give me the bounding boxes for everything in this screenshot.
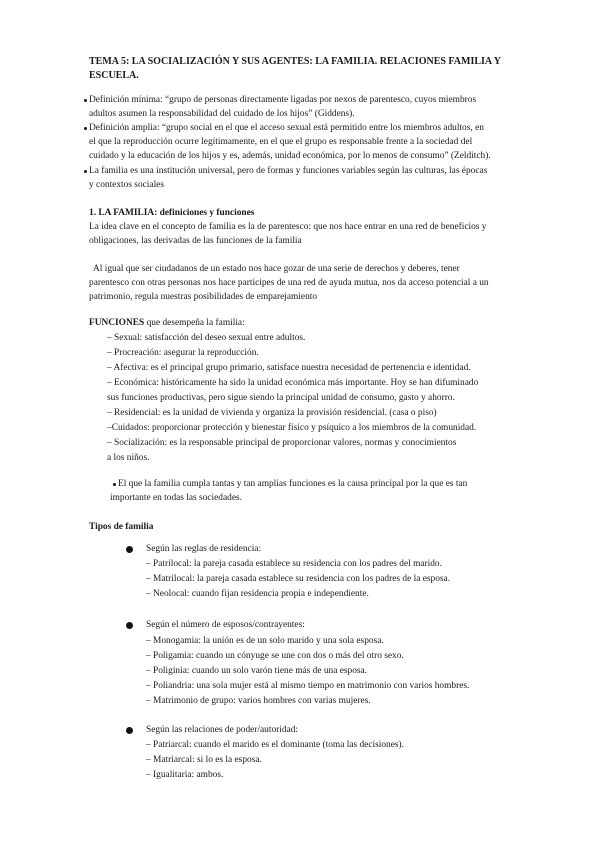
section-para1-line-2: obligaciones, las derivadas de las funciones de la familia [89, 236, 302, 246]
funciones-note-line-1: El que la familia cumpla tantas y tan amplias funciones es la causa principal por la que es tan [118, 479, 468, 489]
bullet-circle-icon [126, 546, 133, 553]
tipos-group-label: Según las relaciones de poder/autoridad: [146, 725, 299, 735]
funciones-note-line-2: importante en todas las sociedades. [110, 493, 242, 503]
tipos-item: – Igualitaria: ambos. [146, 770, 224, 780]
funcion-item: sus funciones productivas, pero sigue siendo la principal unidad de consumo, gasto y ahorro. [107, 393, 455, 403]
bullet-circle-icon [126, 622, 133, 629]
tipos-group-label: Según el número de esposos/contrayentes: [146, 620, 305, 630]
intro-definition-minimal-line-1: Definición mínima: “grupo de personas directamente ligadas por nexos de parentesco, cuyos miembros [89, 95, 477, 105]
funciones-heading-bold: FUNCIONES [89, 318, 145, 328]
funcion-item: – Afectiva: es el principal grupo primario, satisface nuestra necesidad de pertenencia e identidad. [107, 363, 471, 373]
section-para1-line-1: La idea clave en el concepto de familia es la de parentesco: que nos hace entrar en una red de beneficios y [89, 222, 487, 232]
tipos-item: – Matrimonio de grupo: varios hombres con varias mujeres. [146, 696, 371, 706]
funcion-item: –Cuidados: proporcionar protección y bienestar físico y psíquico a los miembros de la comunidad. [107, 423, 477, 433]
tipos-item: – Neolocal: cuando fijan residencia propia e independiente. [146, 589, 369, 599]
tipos-item: – Poliandria: una sola mujer está al mismo tiempo en matrimonio con varios hombres. [146, 681, 470, 691]
section-para2-line-3: patrimonio, regula nuestras posibilidades de emparejamiento [89, 292, 318, 302]
bullet-dot-icon [84, 170, 87, 173]
page-title-line-1: TEMA 5: LA SOCIALIZACIÓN Y SUS AGENTES: LA FAMILIA. RELACIONES FAMILIA Y [89, 56, 501, 67]
funcion-item: – Sexual: satisfacción del deseo sexual entre adultos. [107, 333, 306, 343]
funciones-heading [89, 316, 245, 331]
tipos-item: – Poliginia: cuando un solo varón tiene más de una esposa. [146, 666, 368, 676]
intro-universal-line-1: La familia es una institución universal, pero de formas y funciones variables según las culturas, las épocas [89, 166, 488, 176]
funcion-item: – Procreación: asegurar la reproducción. [107, 348, 259, 358]
bullet-dot-icon [84, 99, 87, 102]
tipos-item: – Patrilocal: la pareja casada establece su residencia con los padres del marido. [146, 559, 442, 569]
section-para2-line-2: parentesco con otras personas nos hace partícipes de una red de ayuda mutua, nos da acceso potencial a un [89, 278, 489, 288]
funcion-item: a los niños. [107, 453, 150, 463]
tipos-item: – Monogamia: la unión es de un solo marido y una sola esposa. [146, 636, 384, 646]
section-para2-line-1: Al igual que ser ciudadanos de un estado nos hace gozar de una serie de derechos y deberes, tener [93, 264, 460, 274]
funcion-item: – Socialización: es la responsable principal de proporcionar valores, normas y conocimientos [107, 438, 457, 448]
intro-definition-minimal-line-2: adultos asumen la responsabilidad del cuidado de los hijos” (Giddens). [89, 109, 355, 119]
tipos-item: – Matrilocal: la pareja casada establece su residencia con los padres de la esposa. [146, 574, 451, 584]
intro-universal-line-2: y contextos sociales [89, 180, 164, 190]
intro-definition-broad-line-2: el que la reproducción ocurre legítimamente, en el que el grupo es responsable frente a la sociedad del [89, 137, 473, 147]
page-title-line-2: ESCUELA. [89, 70, 139, 81]
intro-definition-broad-line-1: Definición amplia: “grupo social en el que el acceso sexual está permitido entre los miembros adultos, en [89, 123, 484, 133]
bullet-dot-icon [113, 483, 116, 486]
section-heading: 1. LA FAMILIA: definiciones y funciones [89, 208, 255, 218]
bullet-dot-icon [84, 127, 87, 130]
funcion-item: – Residencial: es la unidad de vivienda y organiza la provisión residencial. (casa o piso) [107, 408, 437, 418]
tipos-item: – Poligamia: cuando un cónyuge se une con dos o más del otro sexo. [146, 651, 404, 661]
bullet-circle-icon [126, 727, 133, 734]
funciones-heading-rest: que desempeña la familia: [144, 318, 245, 328]
funcion-item: – Económica: históricamente ha sido la unidad económica más importante. Hoy se han difuminado [107, 378, 479, 388]
tipos-item: – Matriarcal: si lo es la esposa. [146, 755, 262, 765]
intro-definition-broad-line-3: cuidado y la educación de los hijos y es, además, unidad económica, por lo menos de consumo” (Zelditch). [89, 151, 491, 161]
tipos-group-label: Según las reglas de residencia: [146, 544, 262, 554]
tipos-heading: Tipos de familia [89, 522, 154, 532]
tipos-item: – Patriarcal: cuando el marido es el dominante (toma las decisiones). [146, 740, 404, 750]
